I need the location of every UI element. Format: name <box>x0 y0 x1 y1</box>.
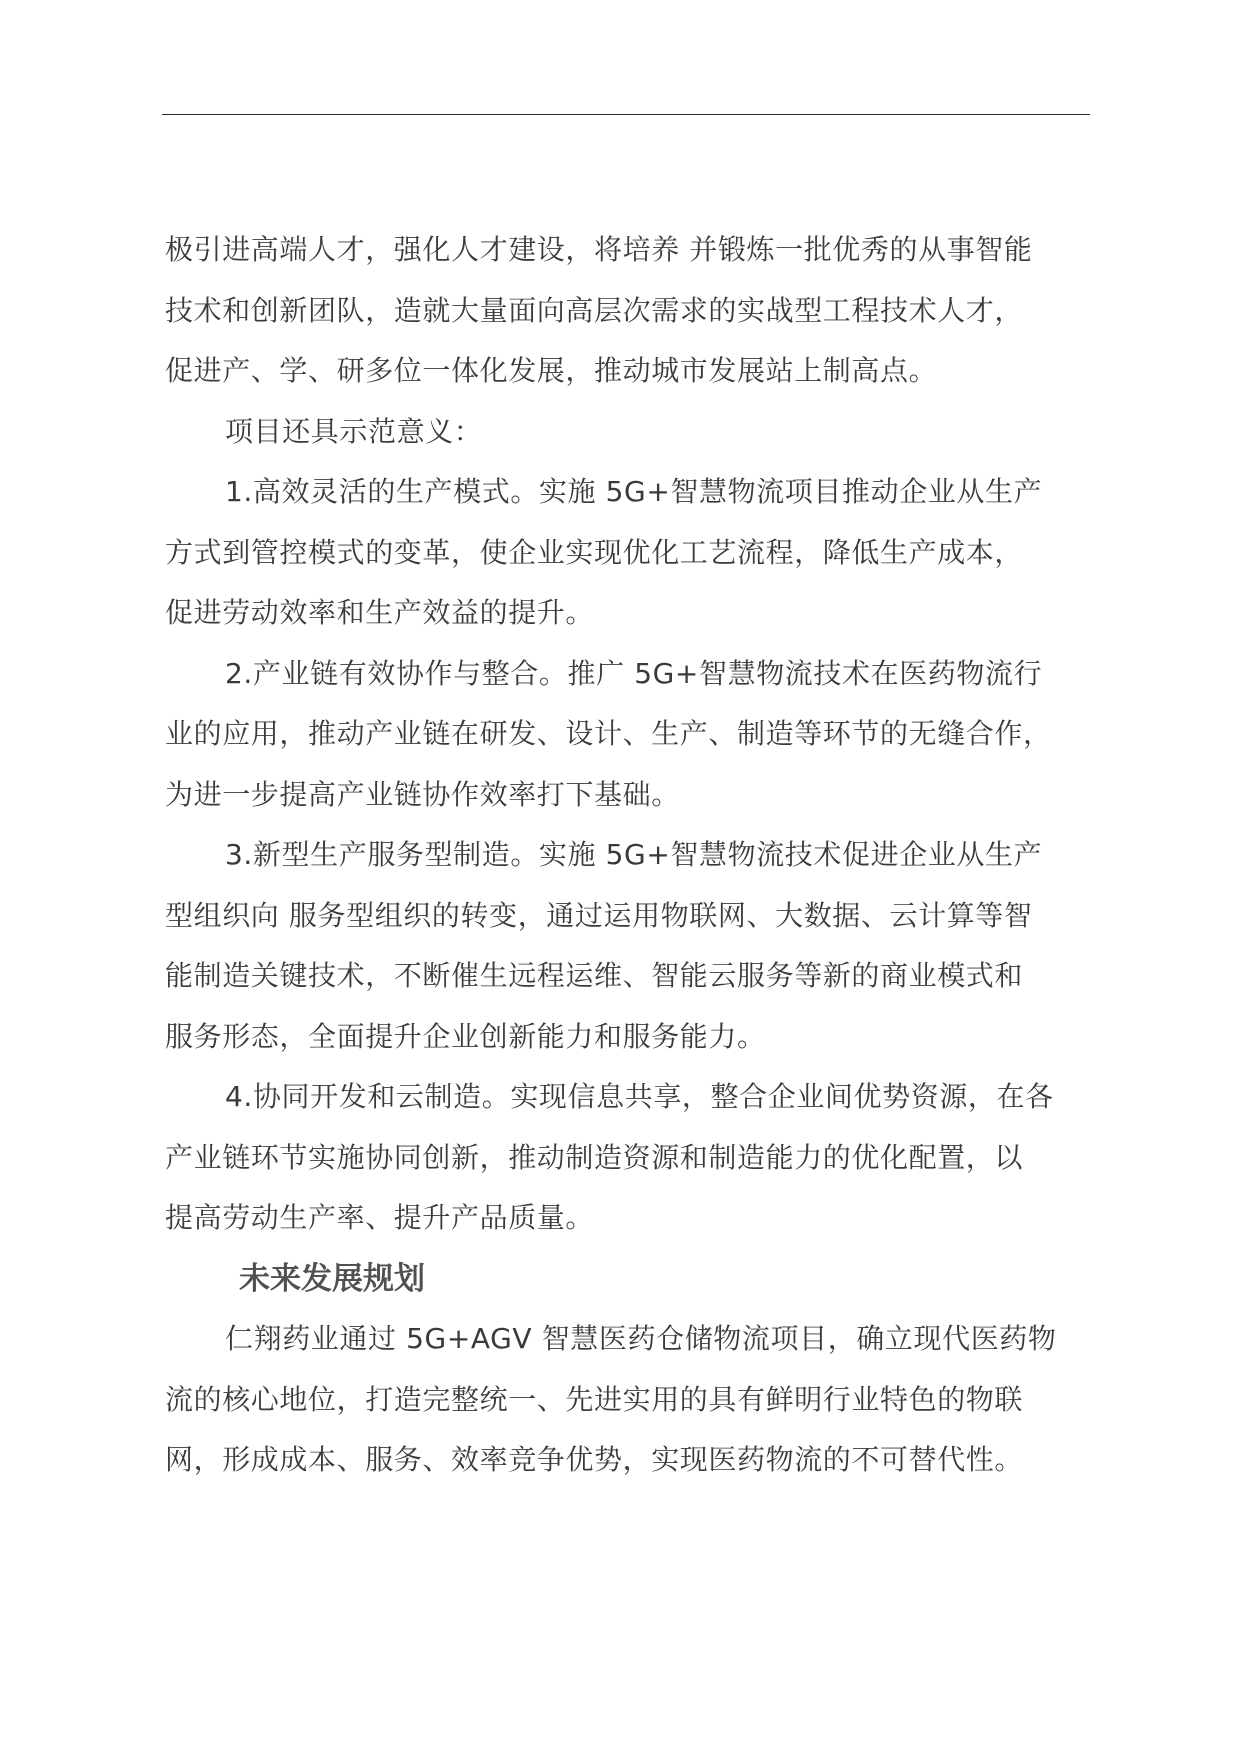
section-heading: 未来发展规划 <box>239 1260 425 1297</box>
text-line: 业的应用，推动产业链在研发、设计、生产、制造等环节的无缝合作， <box>165 717 1052 750</box>
text-line: 能制造关键技术，不断催生远程运维、智能云服务等新的商业模式和 <box>165 959 1024 992</box>
text-line: 产业链环节实施协同创新，推动制造资源和制造能力的优化配置，以 <box>165 1140 1024 1174</box>
text-line: 流的核心地位，打造完整统一、先进实用的具有鲜明行业特色的物联 <box>165 1382 1024 1416</box>
text-line: 方式到管控模式的变革，使企业实现优化工艺流程，降低生产成本， <box>165 535 1024 569</box>
text-line: 促进劳动效率和生产效益的提升。 <box>165 596 595 629</box>
text-line: 型组织向 服务型组织的转变，通过运用物联网、大数据、云计算等智 <box>165 898 1033 932</box>
text-line: 促进产、学、研多位一体化发展，推动城市发展站上制高点。 <box>165 354 938 387</box>
text-line: 1.高效灵活的生产模式。实施 5G+智慧物流项目推动企业从生产 <box>225 475 1043 508</box>
text-line: 技术和创新团队，造就大量面向高层次需求的实战型工程技术人才， <box>165 293 1024 327</box>
text-line: 服务形态，全面提升企业创新能力和服务能力。 <box>165 1019 766 1053</box>
text-line: 3.新型生产服务型制造。实施 5G+智慧物流技术促进企业从生产 <box>225 838 1043 871</box>
text-line: 2.产业链有效协作与整合。推广 5G+智慧物流技术在医药物流行 <box>225 656 1043 690</box>
header-rule <box>162 114 1090 115</box>
text-line: 项目还具示范意义： <box>225 414 483 448</box>
document-body <box>165 220 1087 1491</box>
text-line: 为进一步提高产业链协作效率打下基础。 <box>165 777 680 811</box>
text-line: 仁翔药业通过 5G+AGV 智慧医药仓储物流项目，确立现代医药物 <box>225 1322 1057 1355</box>
paragraphs-before-heading <box>165 220 1087 1249</box>
text-line: 网，形成成本、服务、效率竞争优势，实现医药物流的不可替代性。 <box>165 1443 1024 1476</box>
text-line: 极引进高端人才，强化人才建设，将培养 并锻炼一批优秀的从事智能 <box>165 233 1033 266</box>
paragraphs-after-heading <box>165 1309 1087 1491</box>
text-line: 提高劳动生产率、提升产品质量。 <box>165 1201 595 1234</box>
text-line: 4.协同开发和云制造。实现信息共享，整合企业间优势资源，在各 <box>225 1080 1054 1113</box>
